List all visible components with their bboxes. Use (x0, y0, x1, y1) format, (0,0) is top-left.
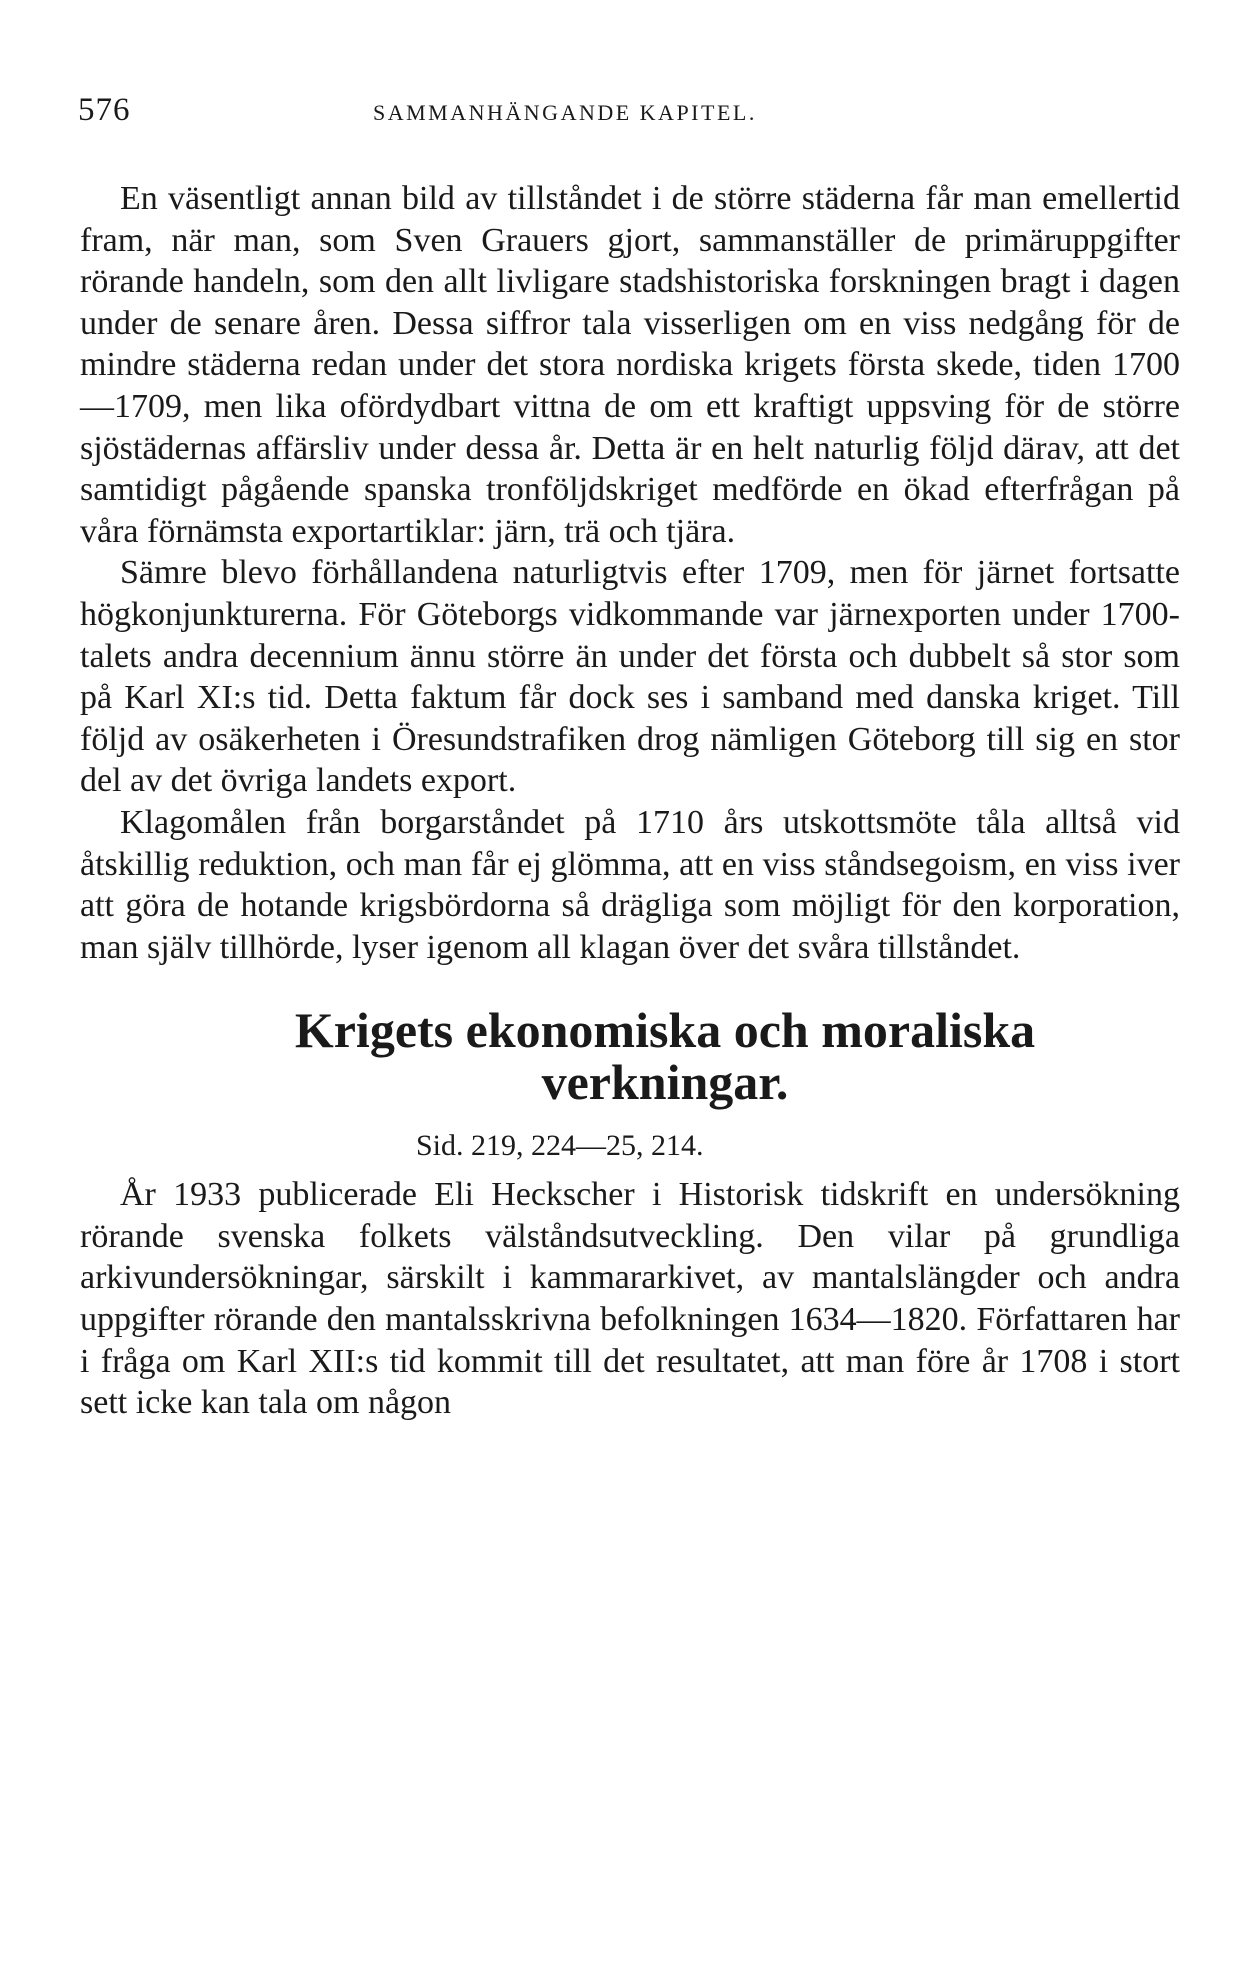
section-page-references: Sid. 219, 224—25, 214. (416, 1129, 704, 1163)
paragraph-burgher-complaints: Klagomålen från borgarståndet på 1710 års utskottsmöte tåla alltså vid åtskillig reduktion, och man får ej glömma, att en viss ståndsegoism, en viss iver att göra de hotande krigsbördorna så drägliga som möjligt för den korporation, man själv tillhörde, lyser igenom all klagan över det svåra tillståndet. (80, 803, 1180, 966)
paragraph-iron-export: Sämre blevo förhållandena naturligtvis efter 1709, men för järnet fortsatte högkonjunkturerna. För Göteborgs vidkommande var järnexporten under 1700-talets andra decennium ännu större än under det första och dubbelt så stor som på Karl XI:s tid. Detta faktum får dock ses i samband med danska kriget. Till följd av osäkerheten i Öresundstrafiken drog nämligen Göteborg till sig en stor del av det övriga landets export. (80, 554, 1180, 800)
page-header (78, 92, 1188, 132)
section-heading (80, 1002, 1180, 1111)
page-body (80, 178, 1180, 1424)
section-heading-line-1: Krigets ekonomiska och moraliska (294, 1002, 1036, 1059)
running-head: SAMMANHÄNGANDE KAPITEL. (373, 100, 757, 125)
page-number: 576 (78, 92, 131, 128)
paragraph-heckscher-study: År 1933 publicerade Eli Heckscher i Historisk tidskrift en undersökning rörande svenska folkets välståndsutveckling. Den vilar på grundliga arkivundersökningar, särskilt i kammararkivet, av mantalslängder och andra uppgifter rörande den mantalsskrivna befolkningen 1634—1820. Författaren har i fråga om Karl XII:s tid kommit till det resultatet, att man före år 1708 i stort sett icke kan tala om någon (80, 1176, 1180, 1422)
section-heading-line-2: verkningar. (541, 1054, 789, 1111)
paragraph-larger-towns: En väsentligt annan bild av tillståndet i de större städerna får man emellertid fram, när man, som Sven Grauers gjort, sammanställer de primäruppgifter rörande handeln, som den allt livligare stadshistoriska forskningen bragt i dagen under de senare åren. Dessa siffror tala visserligen om en viss nedgång för de mindre städerna redan under det stora nordiska krigets första skede, tiden 1700—1709, men lika ofördydbart vittna de om ett kraftigt uppsving för de större sjöstädernas affärsliv under dessa år. Detta är en helt naturlig följd därav, att det samtidigt pågående spanska tronföljdskriget medförde en ökad efterfrågan på våra förnämsta exportartiklar: järn, trä och tjära. (80, 180, 1180, 550)
